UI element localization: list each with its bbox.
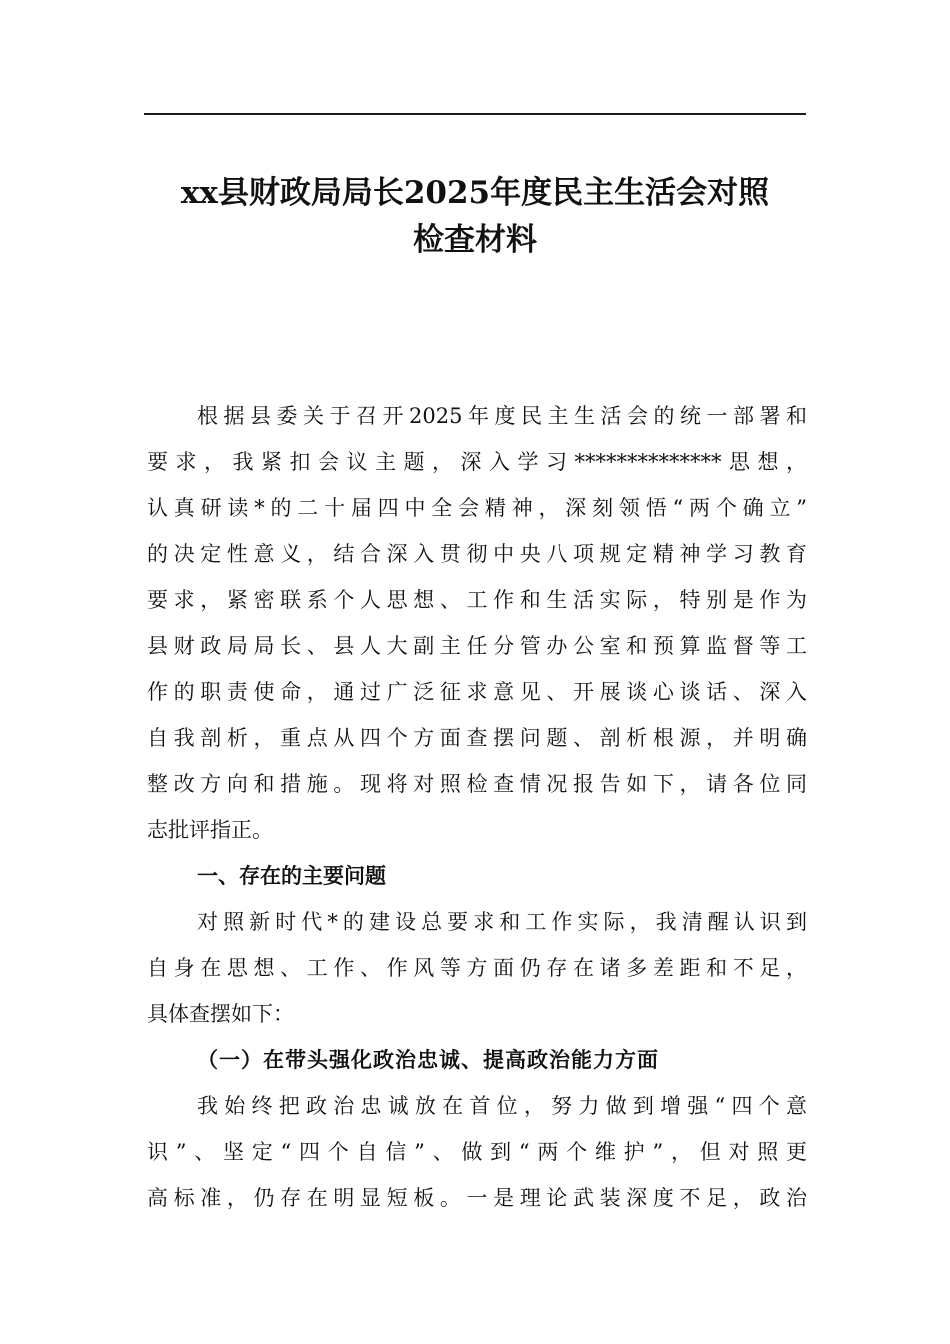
document-body (147, 393, 807, 1221)
paragraph-line: 志批评指正。 (147, 818, 273, 842)
paragraph-line: 要求，紧密联系个人思想、工作和生活实际，特别是作为 (147, 588, 807, 612)
paragraph-line: 自我剖析，重点从四个方面查摆问题、剖析根源，并明确 (147, 726, 807, 750)
title-line-2: 检查材料 (413, 222, 537, 258)
section-heading: 一、存在的主要问题 (197, 864, 386, 888)
paragraph-line: 自身在思想、工作、作风等方面仍存在诸多差距和不足， (147, 956, 807, 980)
subsection-heading: （一）在带头强化政治忠诚、提高政治能力方面 (197, 1047, 659, 1072)
header-rule (144, 113, 806, 115)
paragraph-line: 县财政局局长、县人大副主任分管办公室和预算监督等工 (147, 634, 807, 658)
paragraph-line: 高标准，仍存在明显短板。一是理论武装深度不足，政治 (147, 1186, 807, 1210)
paragraph-line: 的决定性意义，结合深入贯彻中央八项规定精神学习教育 (147, 542, 807, 566)
paragraph-line: 整改方向和措施。现将对照检查情况报告如下，请各位同 (147, 772, 807, 796)
paragraph-line: 根据县委关于召开2025年度民主生活会的统一部署和 (197, 404, 807, 428)
title-line-1: xx县财政局局长2025年度民主生活会对照 (180, 175, 770, 211)
paragraph-line: 识”、坚定“四个自信”、做到“两个维护”，但对照更 (147, 1140, 807, 1164)
document-title (144, 170, 806, 264)
paragraph-line: 具体查摆如下： (147, 1002, 294, 1026)
paragraph-line: 认真研读*的二十届四中全会精神，深刻领悟“两个确立” (147, 496, 807, 520)
paragraph-line: 对照新时代*的建设总要求和工作实际，我清醒认识到 (197, 910, 807, 934)
paragraph-line: 要求，我紧扣会议主题，深入学习**************思想， (147, 450, 807, 474)
paragraph-line: 作的职责使命，通过广泛征求意见、开展谈心谈话、深入 (147, 680, 807, 704)
paragraph-line: 我始终把政治忠诚放在首位，努力做到增强“四个意 (197, 1094, 807, 1118)
